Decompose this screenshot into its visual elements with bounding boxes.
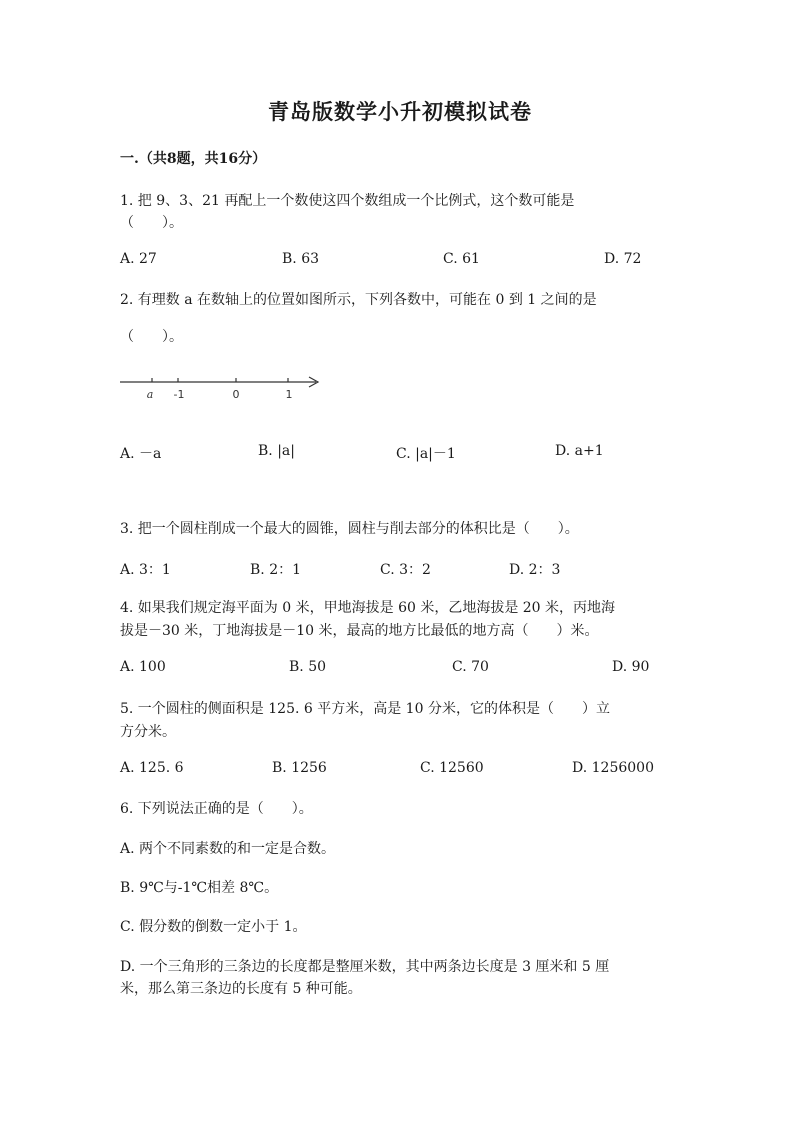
page-title: 青岛版数学小升初模拟试卷 xyxy=(268,99,532,124)
q6-option-d-line-2[interactable]: 米，那么第三条边的长度有 5 种可能。 xyxy=(120,981,362,997)
number-line-figure xyxy=(118,372,328,404)
q3-option-b[interactable]: B. 2：1 xyxy=(250,562,302,578)
q3-stem-line-1: 3. 把一个圆柱削成一个最大的圆锥，圆柱与削去部分的体积比是（ ）。 xyxy=(120,521,579,537)
q1-option-d[interactable]: D. 72 xyxy=(604,251,642,267)
q2-stem-line-2: （ ）。 xyxy=(120,329,183,345)
q5-option-a[interactable]: A. 125. 6 xyxy=(120,760,184,776)
q2-option-b[interactable]: B. |a| xyxy=(258,443,295,459)
q4-stem-line-2: 拔是－30 米，丁地海拔是－10 米，最高的地方比最低的地方高（ ）米。 xyxy=(120,623,599,639)
q1-option-a[interactable]: A. 27 xyxy=(120,251,157,267)
q4-option-a[interactable]: A. 100 xyxy=(120,659,166,675)
q6-option-b[interactable]: B. 9℃与-1℃相差 8℃。 xyxy=(120,880,279,896)
q2-stem-line-1: 2. 有理数 a 在数轴上的位置如图所示，下列各数中，可能在 0 到 1 之间的是 xyxy=(120,292,597,308)
q5-option-d[interactable]: D. 1256000 xyxy=(572,760,654,776)
q3-option-d[interactable]: D. 2：3 xyxy=(509,562,561,578)
label-one: 1 xyxy=(285,388,293,401)
q2-option-a[interactable]: A. －a xyxy=(120,446,162,462)
q6-option-a[interactable]: A. 两个不同素数的和一定是合数。 xyxy=(120,841,336,857)
q1-stem-line-1: 1. 把 9、3、21 再配上一个数使这四个数组成一个比例式，这个数可能是 xyxy=(120,193,575,209)
label-minus-one: -1 xyxy=(173,388,185,401)
q6-stem-line-1: 6. 下列说法正确的是（ ）。 xyxy=(120,801,313,817)
q4-option-c[interactable]: C. 70 xyxy=(452,659,489,675)
q6-option-c[interactable]: C. 假分数的倒数一定小于 1。 xyxy=(120,919,307,935)
section-heading: 一.（共8题，共16分） xyxy=(120,151,267,167)
q6-option-d-line-1[interactable]: D. 一个三角形的三条边的长度都是整厘米数，其中两条边长度是 3 厘米和 5 厘 xyxy=(120,959,610,975)
q2-option-c[interactable]: C. |a|－1 xyxy=(396,446,456,462)
q1-option-b[interactable]: B. 63 xyxy=(282,251,320,267)
q3-option-a[interactable]: A. 3：1 xyxy=(120,562,171,578)
q4-option-b[interactable]: B. 50 xyxy=(289,659,327,675)
q5-stem-line-2: 方分米。 xyxy=(120,724,176,740)
q5-option-b[interactable]: B. 1256 xyxy=(272,760,327,776)
q4-option-d[interactable]: D. 90 xyxy=(612,659,650,675)
q5-option-c[interactable]: C. 12560 xyxy=(420,760,484,776)
q5-stem-line-1: 5. 一个圆柱的侧面积是 125. 6 平方米，高是 10 分米，它的体积是（ ）立 xyxy=(120,701,610,717)
label-zero: 0 xyxy=(232,388,240,401)
q1-option-c[interactable]: C. 61 xyxy=(443,251,480,267)
label-a: a xyxy=(146,388,154,401)
q2-option-d[interactable]: D. a+1 xyxy=(555,443,604,459)
q3-option-c[interactable]: C. 3：2 xyxy=(380,562,431,578)
q1-stem-line-2: （ ）。 xyxy=(120,215,183,231)
q4-stem-line-1: 4. 如果我们规定海平面为 0 米，甲地海拔是 60 米，乙地海拔是 20 米，丙地海 xyxy=(120,600,616,616)
